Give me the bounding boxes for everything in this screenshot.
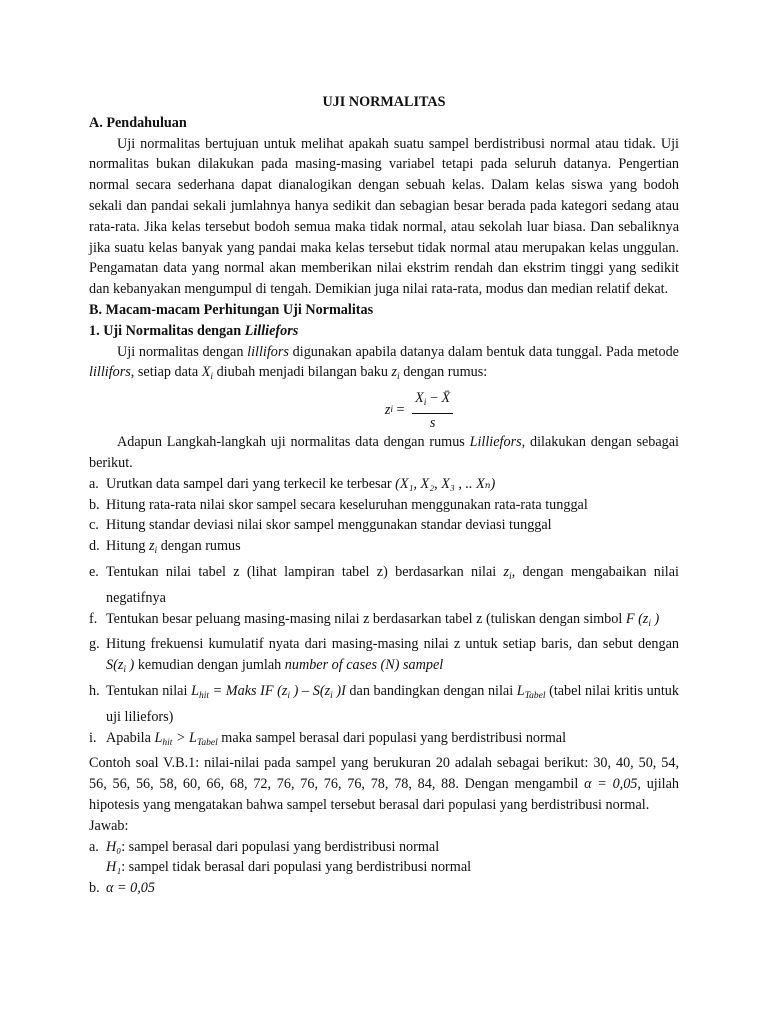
z-score-formula: z i = $\frac{X_i - X̄}{s}$ xyxy=(159,388,679,432)
step-f: f. Tentukan besar peluang masing-masing nilai z berdasarkan tabel z (tuliskan dengan simbol F ($z_i$ ) xyxy=(89,610,660,629)
lilliefors-intro: Uji normalitas dengan lillifors digunakan apabila datanya dalam bentuk data tunggal. Pada metode lillifors, setiap data $X_i$ diubah menjadi bilangan baku $z_i$ dengan rumus: xyxy=(89,343,679,383)
answer-a-h1: H₁: sampel tidak berasal dari populasi yang berdistribusi normal xyxy=(106,859,472,876)
steps-intro: Adapun Langkah-langkah uji normalitas data dengan rumus Lilliefors, dilakukan dengan sebagai berikut. xyxy=(89,434,679,471)
section-a-paragraph: Uji normalitas bertujuan untuk melihat apakah suatu sampel berdistribusi normal atau tidak. Uji normalitas bukan dilakukan pada masing-masing variabel tetapi pada seluruh datanya. Pengertian normal secara sederhana dapat dianalogikan dengan sebuah kelas. Dalam kelas siswa yang bodoh sekali dan pandai sekali jumlahnya hanya sedikit dan sebagian besar berada pada kategori sedang atau rata-rata. Jika kelas tersebut bodoh semua maka tidak normal, atau sekolah luar biasa. Dan sebaliknya jika suatu kelas banyak yang pandai maka kelas tersebut tidak normal atau merupakan kelas unggulan. Pengamatan data yang normal akan memberikan nilai ekstrim rendah dan ekstrim tinggi yang sedikit dan kebanyakan mengumpul di tengah. Demikian juga nilai rata-rata, modus dan median relatif dekat. xyxy=(89,135,679,298)
sub-heading-lilliefors: 1. Uji Normalitas dengan Lilliefors xyxy=(89,322,299,339)
example-problem: Contoh soal V.B.1: nilai-nilai pada sampel yang berukuran 20 adalah sebagai berikut: 30, 40, 50, 54, 56, 56, 56, 58, 60, 66, 68, 72, 76, 76, 76, 76, 78, 78, 84, 88. Dengan mengambil α = 0,05, ujilah hipotesis yang mengatakan bahwa sampel tersebut berasal dari populasi yang berdistribusi normal. xyxy=(89,755,680,813)
step-g: g. Hitung frekuensi kumulatif nyata dari masing-masing nilai z untuk setiap baris, dan sebut dengan $S(z_i$ ) kemudian dengan jumlah number of cases (N) sampel xyxy=(89,636,679,676)
answer-a: a. H₀: sampel berasal dari populasi yang berdistribusi normal xyxy=(89,838,440,855)
formula-fraction: $\frac{X_i - X̄}{s}$ xyxy=(412,388,453,432)
document-page xyxy=(89,92,679,899)
step-b: b. Hitung rata-rata nilai skor sampel secara keseluruhan menggunakan rata-rata tunggal xyxy=(89,496,588,513)
answer-label: Jawab: xyxy=(89,817,129,834)
step-a: a. Urutkan data sampel dari yang terkecil ke terbesar (X₁, X₂, X₃ , .. Xₙ) xyxy=(89,475,496,492)
step-i: i. Apabila $L_{hit} > L_{Tabel}$ maka sampel berasal dari populasi yang berdistribusi normal xyxy=(89,729,567,748)
page-title: UJI NORMALITAS xyxy=(322,94,446,110)
step-e: e. Tentukan nilai tabel z (lihat lampiran tabel z) berdasarkan nilai $z_i$, dengan mengabaikan nilai negatifnya xyxy=(89,563,679,606)
step-d: d. Hitung $z_i$ dengan rumus xyxy=(89,538,241,557)
section-b-heading: B. Macam-macam Perhitungan Uji Normalitas xyxy=(89,301,374,318)
section-a-heading: A. Pendahuluan xyxy=(89,114,187,131)
answer-b: b. α = 0,05 xyxy=(89,880,155,897)
step-c: c. Hitung standar deviasi nilai skor sampel menggunakan standar deviasi tunggal xyxy=(89,517,552,534)
step-h: h. Tentukan nilai $L_{hit}$ = Maks IF ($z_i$ ) – $S(z_i$ )I dan bandingkan dengan nilai $L_{Tabel}$ (tabel nilai kritis untuk uji liliefors) xyxy=(89,682,679,725)
